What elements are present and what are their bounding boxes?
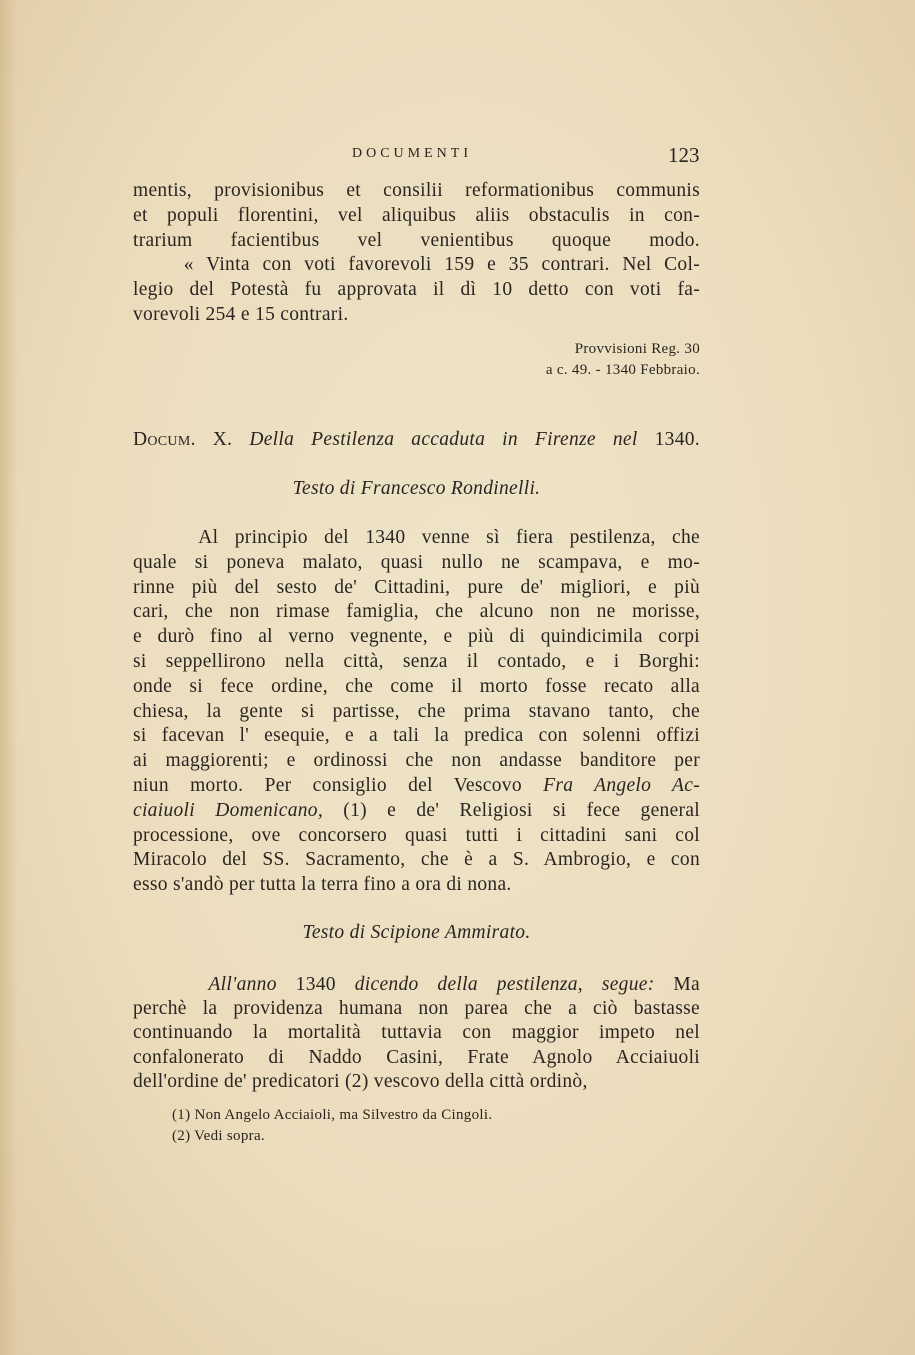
text: perchè la providenza humana non parea che a ciò bastasse: [133, 998, 700, 1020]
text-rondinelli-line: [133, 651, 700, 673]
text: vorevoli 254 e 15 contrari.: [133, 304, 349, 325]
text-rondinelli-line: [133, 626, 700, 648]
italic-text: segue:: [601, 974, 655, 995]
text: mentis, provisionibus et consilii reformationibus communis: [133, 180, 700, 201]
running-title: DOCUMENTI: [352, 146, 472, 161]
text: e durò fino al verno vegnente, e più di quindicimila corpi: [133, 626, 700, 648]
text: Al principio del 1340 venne sì fiera pestilenza, che: [133, 527, 700, 548]
text: 1340.: [637, 429, 700, 450]
text-rondinelli-line: [133, 577, 700, 599]
italic-text: dicendo della pestilenza: [354, 974, 578, 995]
text-rondinelli-line: [133, 601, 700, 623]
text: legio del Potestà fu approvata il dì 10 detto con voti fa-: [133, 279, 700, 301]
italic-text: Della Pestilenza accaduta in Firenze nel: [249, 429, 638, 450]
text: rinne più del sesto de' Cittadini, pure de' migliori, e più: [133, 576, 700, 598]
text-ammirato-line: [133, 1071, 700, 1093]
footnotes-line: [172, 1104, 739, 1126]
text: et populi florentini, vel aliquibus aliis obstaculis in con-: [133, 204, 700, 226]
text: Docum.: [133, 429, 196, 450]
text-rondinelli-line: [133, 874, 700, 896]
text: « Vinta con voti favorevoli 159 e 35 contrari. Nel Col-: [133, 254, 700, 276]
text-rondinelli-line: [133, 552, 700, 574]
footnotes-line: [172, 1125, 739, 1147]
italic-text: Testo di Scipione Ammirato.: [302, 922, 531, 943]
text: niun morto. Per consiglio del Vescovo: [133, 775, 544, 796]
page-number: 123: [668, 143, 700, 167]
text: processione, ove concorsero quasi tutti i cittadini sani col: [133, 824, 700, 846]
text: [133, 974, 208, 995]
text: confalonerato di Naddo Casini, Frate Agnolo Acciaiuoli: [133, 1046, 700, 1068]
text-ammirato-line: [133, 974, 700, 996]
text: chiesa, la gente si partisse, che prima stavano tanto, che: [133, 700, 700, 722]
text: 1340: [276, 974, 355, 995]
text: a c. 49. - 1340 Febbraio.: [545, 362, 700, 378]
italic-text: All'anno: [208, 974, 277, 995]
doc-title-line: [133, 429, 700, 451]
text: Ma: [654, 974, 700, 995]
text: quale si poneva malato, quasi nullo ne scampava, e mo-: [133, 551, 700, 573]
text-rondinelli-line: [133, 800, 700, 822]
text-ammirato-line: [133, 1047, 700, 1069]
text: trarium facientibus vel venientibus quoque modo.: [133, 229, 700, 251]
text: si seppellirono nella città, senza il contado, e i Borghi:: [133, 651, 700, 672]
italic-text: Fra Angelo Ac-: [543, 775, 700, 796]
heading-rondinelli-line: [133, 478, 700, 500]
text: onde si fece ordine, che come il morto fosse recato alla: [133, 675, 700, 697]
prev-doc-line: [133, 279, 700, 301]
text: continuando la mortalità tuttavia con maggior impeto nel: [133, 1022, 700, 1044]
text-rondinelli-line: [133, 775, 700, 797]
text: X.: [195, 429, 250, 450]
text: Miracolo del SS. Sacramento, che è a S. Ambrogio, e con: [133, 849, 700, 871]
text: esso s'andò per tutta la terra fino a ora di nona.: [133, 874, 512, 896]
text: ,: [577, 974, 602, 995]
prev-doc-line: [133, 254, 700, 276]
heading-ammirato-line: [133, 922, 700, 944]
source-ref-line: [133, 338, 700, 360]
italic-text: Testo di Francesco Rondinelli.: [292, 478, 541, 499]
prev-doc-line: [133, 205, 700, 227]
prev-doc-line: [133, 230, 700, 252]
prev-doc-line: [133, 304, 700, 326]
source-ref-line: [133, 359, 700, 381]
text-rondinelli-line: [133, 750, 700, 772]
text-rondinelli-line: [133, 527, 700, 549]
italic-text: ciaiuoli Domenicano,: [133, 799, 324, 821]
text: Provvisioni Reg. 30: [574, 341, 700, 357]
text-rondinelli-line: [133, 849, 700, 871]
text: (1) Non Angelo Acciaioli, ma Silvestro da Cingoli.: [172, 1107, 493, 1123]
text-rondinelli-line: [133, 825, 700, 847]
text-rondinelli-line: [133, 676, 700, 698]
text: cari, che non rimase famiglia, che alcuno non ne morisse,: [133, 601, 700, 623]
text-rondinelli-line: [133, 725, 700, 747]
text: (1) e de' Religiosi si fece general: [323, 799, 701, 821]
text-ammirato-line: [133, 1022, 700, 1044]
text-ammirato-line: [133, 998, 700, 1020]
prev-doc-line: [133, 180, 700, 202]
page-edge-shadow: [0, 0, 18, 1355]
text-rondinelli-line: [133, 701, 700, 723]
text: si facevan l' esequie, e a tali la predica con solenni offizi: [133, 725, 700, 747]
text: (2) Vedi sopra.: [172, 1128, 265, 1144]
text: dell'ordine de' predicatori (2) vescovo della città ordinò,: [133, 1070, 588, 1092]
text: ai maggiorenti; e ordinossi che non andasse banditore per: [133, 750, 700, 772]
